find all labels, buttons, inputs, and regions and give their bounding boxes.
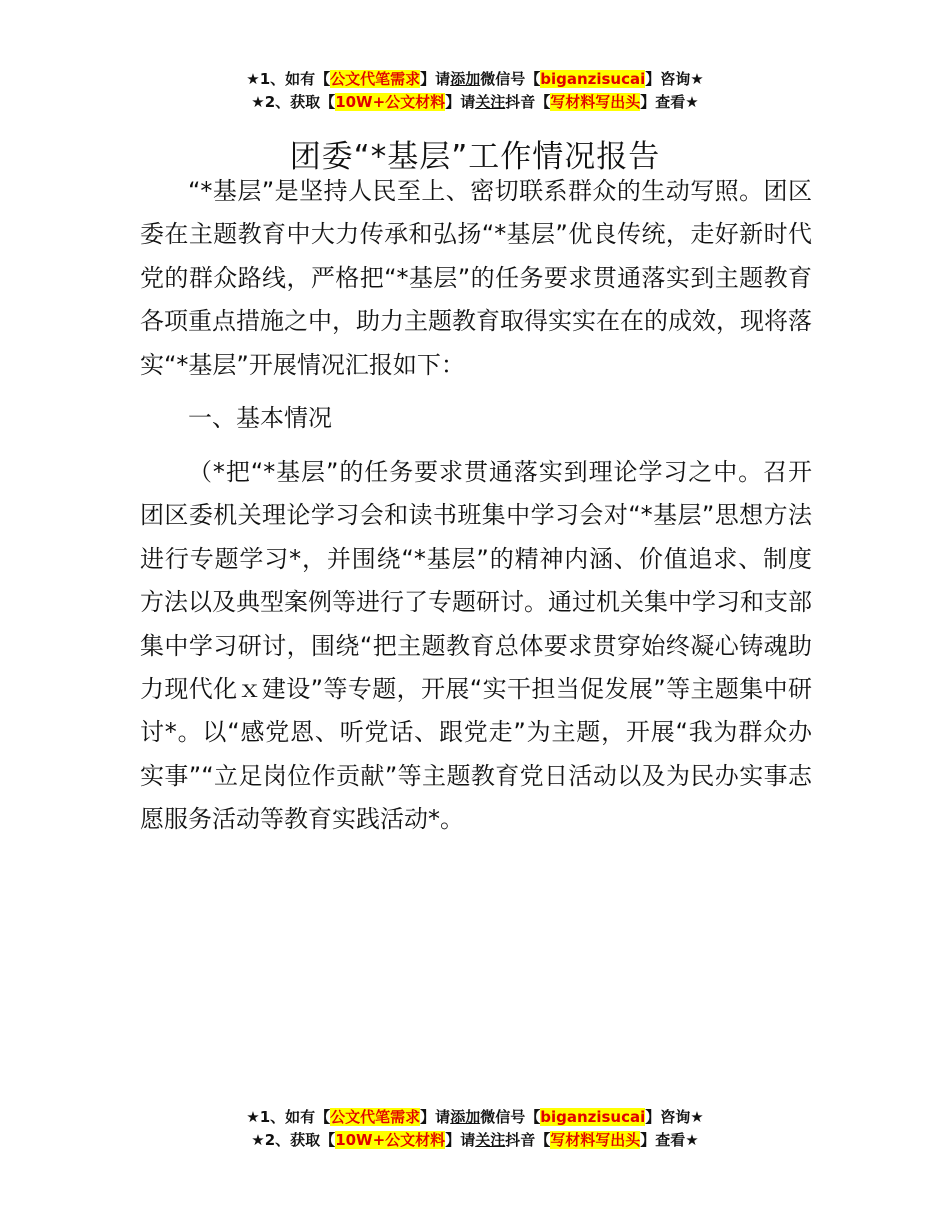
intro-paragraph: “*基层”是坚持人民至上、密切联系群众的生动写照。团区委在主题教育中大力传承和弘扬“*基层”优良传统，走好新时代党的群众路线，严格把“*基层”的任务要求贯通落实到主题教育各项重点措施之中，助力主题教育取得实实在在的成效，现将落实“*基层”开展情况汇报如下： bbox=[140, 177, 812, 379]
banner-underlined: 添加 bbox=[450, 70, 481, 88]
banner-highlight: 10W+公文材料 bbox=[335, 1131, 446, 1149]
banner-text: 】查看★ bbox=[640, 1131, 699, 1149]
banner-text: ★2、获取【 bbox=[251, 1131, 336, 1149]
section-paragraph: （*把“*基层”的任务要求贯通落实到理论学习之中。召开团区委机关理论学习会和读书班集中学习会对“*基层”思想方法进行专题学习*，并围绕“*基层”的精神内涵、价值追求、制度方法以及典型案例等进行了专题研讨。通过机关集中学习和支部集中学习研讨，围绕“把主题教育总体要求贯穿始终凝心铸魂助力现代化ｘ建设”等专题，开展“实干担当促发展”等主题集中研讨*。以“感党恩、听党话、跟党走”为主题，开展“我为群众办实事”“立足岗位作贡献”等主题教育党日活动以及为民办实事志愿服务活动等教育实践活动*。 bbox=[140, 458, 812, 834]
banner-text: 】咨询★ bbox=[645, 1108, 704, 1126]
banner-highlight: 公文代笔需求 bbox=[330, 1108, 421, 1126]
banner-highlight: 10W+公文材料 bbox=[335, 93, 446, 111]
banner-highlight: 写材料写出头 bbox=[550, 93, 641, 111]
section-heading-block bbox=[140, 397, 812, 440]
banner-text: 】请 bbox=[445, 93, 476, 111]
banner-line-2 bbox=[0, 1129, 950, 1152]
banner-text: 】请 bbox=[420, 70, 451, 88]
banner-text: 抖音【 bbox=[505, 93, 551, 111]
banner-text: ★1、如有【 bbox=[246, 70, 331, 88]
section-paragraph-block bbox=[140, 451, 812, 842]
document-title: 团委“*基层”工作情况报告 bbox=[289, 138, 661, 175]
banner-underlined: 关注 bbox=[475, 1131, 506, 1149]
section-heading: 一、基本情况 bbox=[188, 404, 332, 432]
banner-line-1 bbox=[0, 68, 950, 91]
banner-text: 微信号【 bbox=[480, 70, 541, 88]
banner-text: 微信号【 bbox=[480, 1108, 541, 1126]
banner-text: 抖音【 bbox=[505, 1131, 551, 1149]
header-banner bbox=[0, 68, 950, 114]
banner-text: 】请 bbox=[445, 1131, 476, 1149]
banner-text: 】咨询★ bbox=[645, 70, 704, 88]
banner-underlined: 关注 bbox=[475, 93, 506, 111]
banner-highlight: 公文代笔需求 bbox=[330, 70, 421, 88]
banner-text: ★2、获取【 bbox=[251, 93, 336, 111]
banner-underlined: 添加 bbox=[450, 1108, 481, 1126]
footer-banner bbox=[0, 1106, 950, 1152]
banner-highlight: 写材料写出头 bbox=[550, 1131, 641, 1149]
banner-highlight: biganzisucai bbox=[540, 1108, 646, 1126]
intro-paragraph-block bbox=[140, 170, 812, 387]
banner-text: 】请 bbox=[420, 1108, 451, 1126]
banner-highlight: biganzisucai bbox=[540, 70, 646, 88]
banner-text: ★1、如有【 bbox=[246, 1108, 331, 1126]
banner-line-2 bbox=[0, 91, 950, 114]
banner-text: 】查看★ bbox=[640, 93, 699, 111]
banner-line-1 bbox=[0, 1106, 950, 1129]
